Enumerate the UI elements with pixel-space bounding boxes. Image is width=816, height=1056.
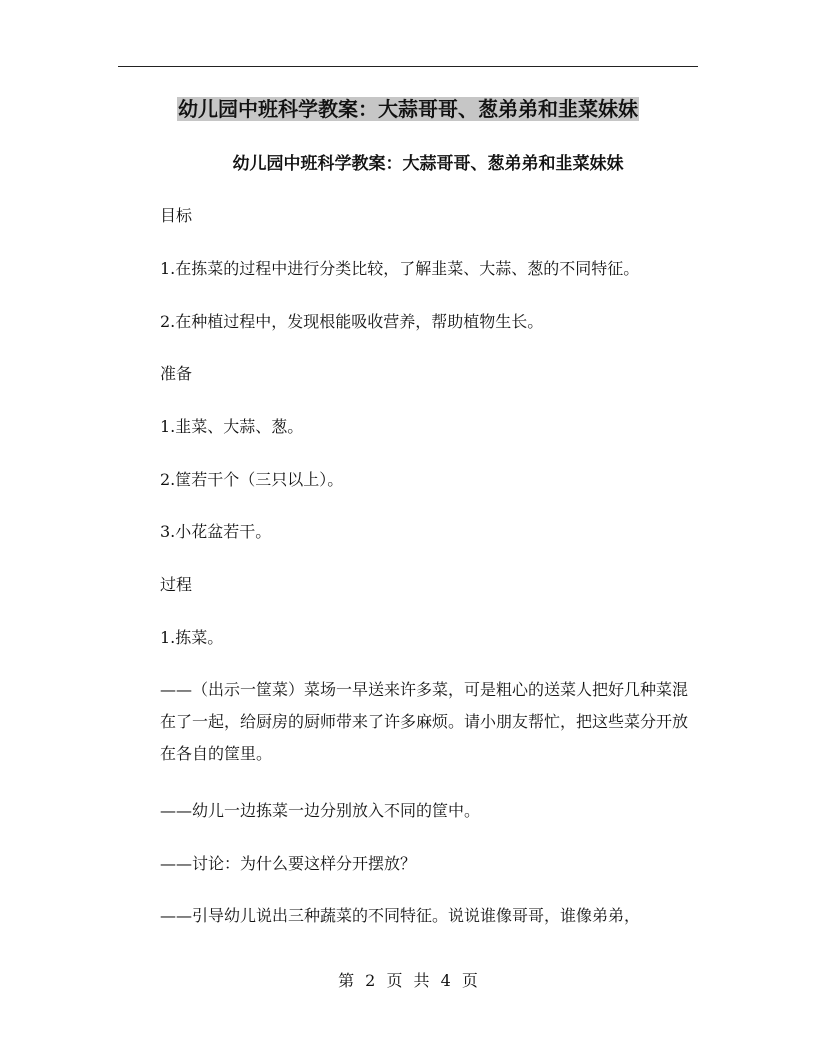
page-number: 第 2 页 共 4 页 xyxy=(338,971,478,990)
paragraph: 3.小花盆若干。 xyxy=(160,522,272,541)
document-title: 幼儿园中班科学教案：大蒜哥哥、葱弟弟和韭菜妹妹 xyxy=(232,154,624,174)
paragraph: 2.在种植过程中，发现根能吸收营养，帮助植物生长。 xyxy=(160,312,544,331)
paragraph: ——讨论：为什么要这样分开摆放？ xyxy=(160,854,417,873)
page-header xyxy=(0,94,816,124)
paragraph: ——幼儿一边拣菜一边分别放入不同的筐中。 xyxy=(160,801,481,820)
page-header-title: 幼儿园中班科学教案：大蒜哥哥、葱弟弟和韭菜妹妹 xyxy=(178,97,638,121)
paragraph: ——引导幼儿说出三种蔬菜的不同特征。说说谁像哥哥，谁像弟弟， xyxy=(160,906,641,925)
paragraph: 1.拣菜。 xyxy=(160,628,224,647)
section-heading-preparation: 准备 xyxy=(160,364,193,383)
paragraph: 1.在拣菜的过程中进行分类比较，了解韭菜、大蒜、葱的不同特征。 xyxy=(160,259,640,278)
paragraph: ——（出示一筐菜）菜场一早送来许多菜，可是粗心的送菜人把好几种菜混在了一起，给厨房的厨师带来了许多麻烦。请小朋友帮忙，把这些菜分开放在各自的筐里。 xyxy=(160,680,689,763)
paragraph: 1.韭菜、大蒜、葱。 xyxy=(160,417,304,436)
paragraph: 2.筐若干个（三只以上）。 xyxy=(160,470,344,489)
section-heading-goals: 目标 xyxy=(160,206,193,225)
header-rule xyxy=(118,66,698,67)
section-heading-process: 过程 xyxy=(160,575,193,594)
